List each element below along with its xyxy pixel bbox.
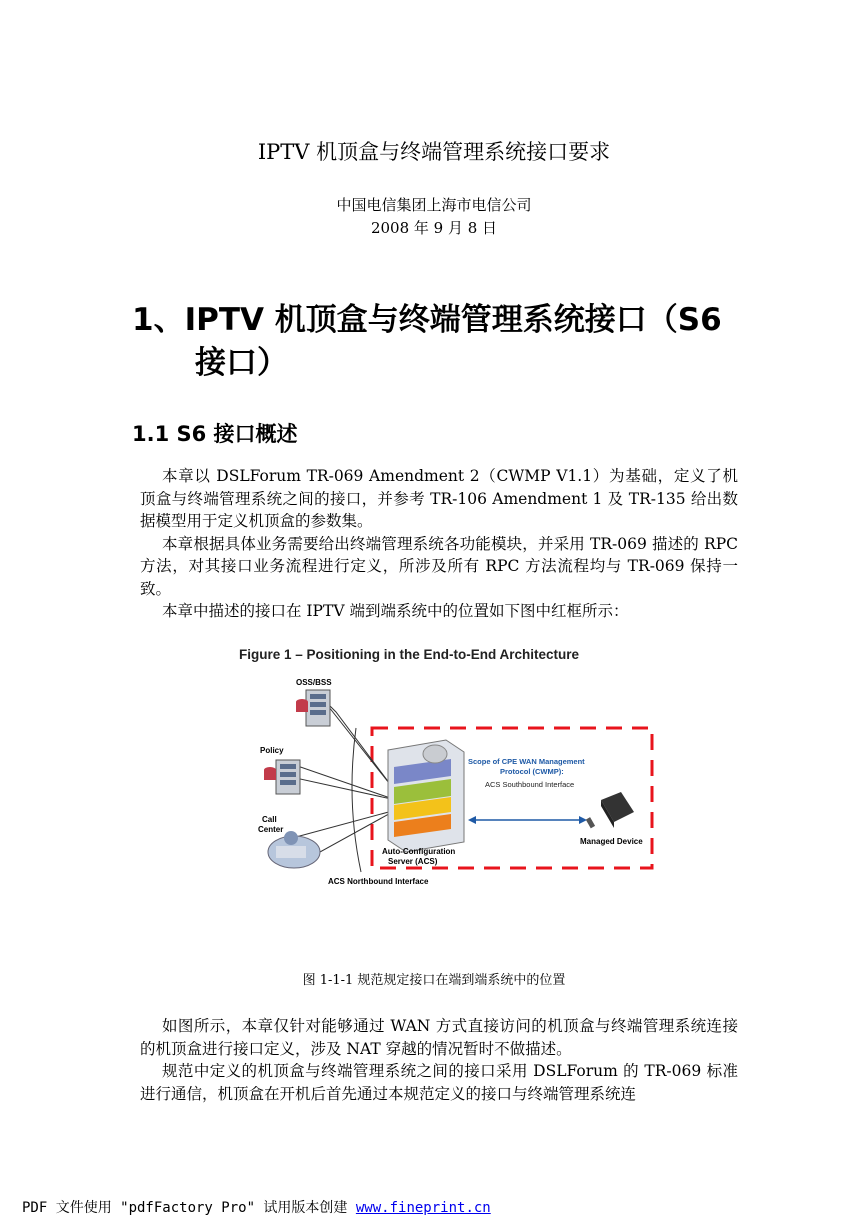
southbound-label: ACS Southbound Interface bbox=[485, 780, 575, 789]
oss-bss-label: OSS/BSS bbox=[296, 678, 332, 687]
oss-bss-server-icon bbox=[296, 690, 330, 726]
pdf-footer bbox=[22, 1197, 491, 1217]
connector-line bbox=[286, 762, 396, 800]
managed-device-label: Managed Device bbox=[580, 837, 643, 846]
connector-line bbox=[352, 728, 361, 872]
document-title: IPTV 机顶盒与终端管理系统接口要求 bbox=[257, 140, 611, 164]
call-center-label-2: Center bbox=[258, 825, 284, 834]
policy-server-icon bbox=[264, 760, 300, 794]
scope-label-2: Protocol (CWMP): bbox=[500, 767, 564, 776]
policy-label: Policy bbox=[260, 746, 284, 755]
scope-label-1: Scope of CPE WAN Management bbox=[468, 757, 585, 766]
heading-2: 1.1 S6 接口概述 bbox=[132, 422, 298, 446]
paragraph: 本章根据具体业务需要给出终端管理系统各功能模块，并采用 TR-069 描述的 RPC 方法，对其接口业务流程进行定义，所涉及所有 RPC 方法流程均与 TR-069 保持一致。 bbox=[140, 534, 738, 598]
intro-paragraphs bbox=[140, 465, 738, 623]
document-date: 2008 年 9 月 8 日 bbox=[370, 219, 498, 237]
northbound-label: ACS Northbound Interface bbox=[328, 877, 429, 886]
paragraph: 本章以 DSLForum TR-069 Amendment 2（CWMP V1.1）为基础，定义了机顶盒与终端管理系统之间的接口，并参考 TR-106 Amendment 1 及 TR-135 给出数据模型用于定义机顶盒的参数集。 bbox=[140, 467, 738, 530]
footer-link[interactable]: www.fineprint.cn bbox=[355, 1200, 491, 1216]
paragraph: 本章中描述的接口在 IPTV 端到端系统中的位置如下图中红框所示： bbox=[162, 602, 629, 620]
figure-caption: 图 1-1-1 规范规定接口在端到端系统中的位置 bbox=[302, 973, 566, 988]
call-center-icon bbox=[268, 831, 320, 868]
acs-label-1: Auto-Configuration bbox=[382, 847, 456, 856]
acs-label-2: Server (ACS) bbox=[388, 857, 438, 866]
heading-1-line-1: 1、IPTV 机顶盒与终端管理系统接口（S6 bbox=[132, 302, 722, 338]
managed-device-icon bbox=[586, 792, 634, 828]
architecture-figure bbox=[236, 642, 656, 892]
cwmp-arrow bbox=[468, 816, 587, 824]
body-paragraphs bbox=[140, 1015, 738, 1105]
footer-text: PDF 文件使用 "pdfFactory Pro" 试用版本创建 bbox=[22, 1200, 356, 1216]
heading-1-line-2: 接口） bbox=[195, 345, 288, 381]
paragraph: 如图所示，本章仅针对能够通过 WAN 方式直接访问的机顶盒与终端管理系统连接的机顶盒进行接口定义，涉及 NAT 穿越的情况暂时不做描述。 bbox=[140, 1017, 738, 1058]
figure-title: Figure 1 – Positioning in the End-to-End Architecture bbox=[239, 647, 580, 662]
paragraph: 规范中定义的机顶盒与终端管理系统之间的接口采用 DSLForum 的 TR-069 标准进行通信，机顶盒在开机后首先通过本规范定义的接口与终端管理系统连 bbox=[140, 1062, 738, 1103]
organization-name: 中国电信集团上海市电信公司 bbox=[336, 196, 532, 214]
call-center-label-1: Call bbox=[262, 815, 277, 824]
acs-server-icon bbox=[388, 740, 464, 852]
